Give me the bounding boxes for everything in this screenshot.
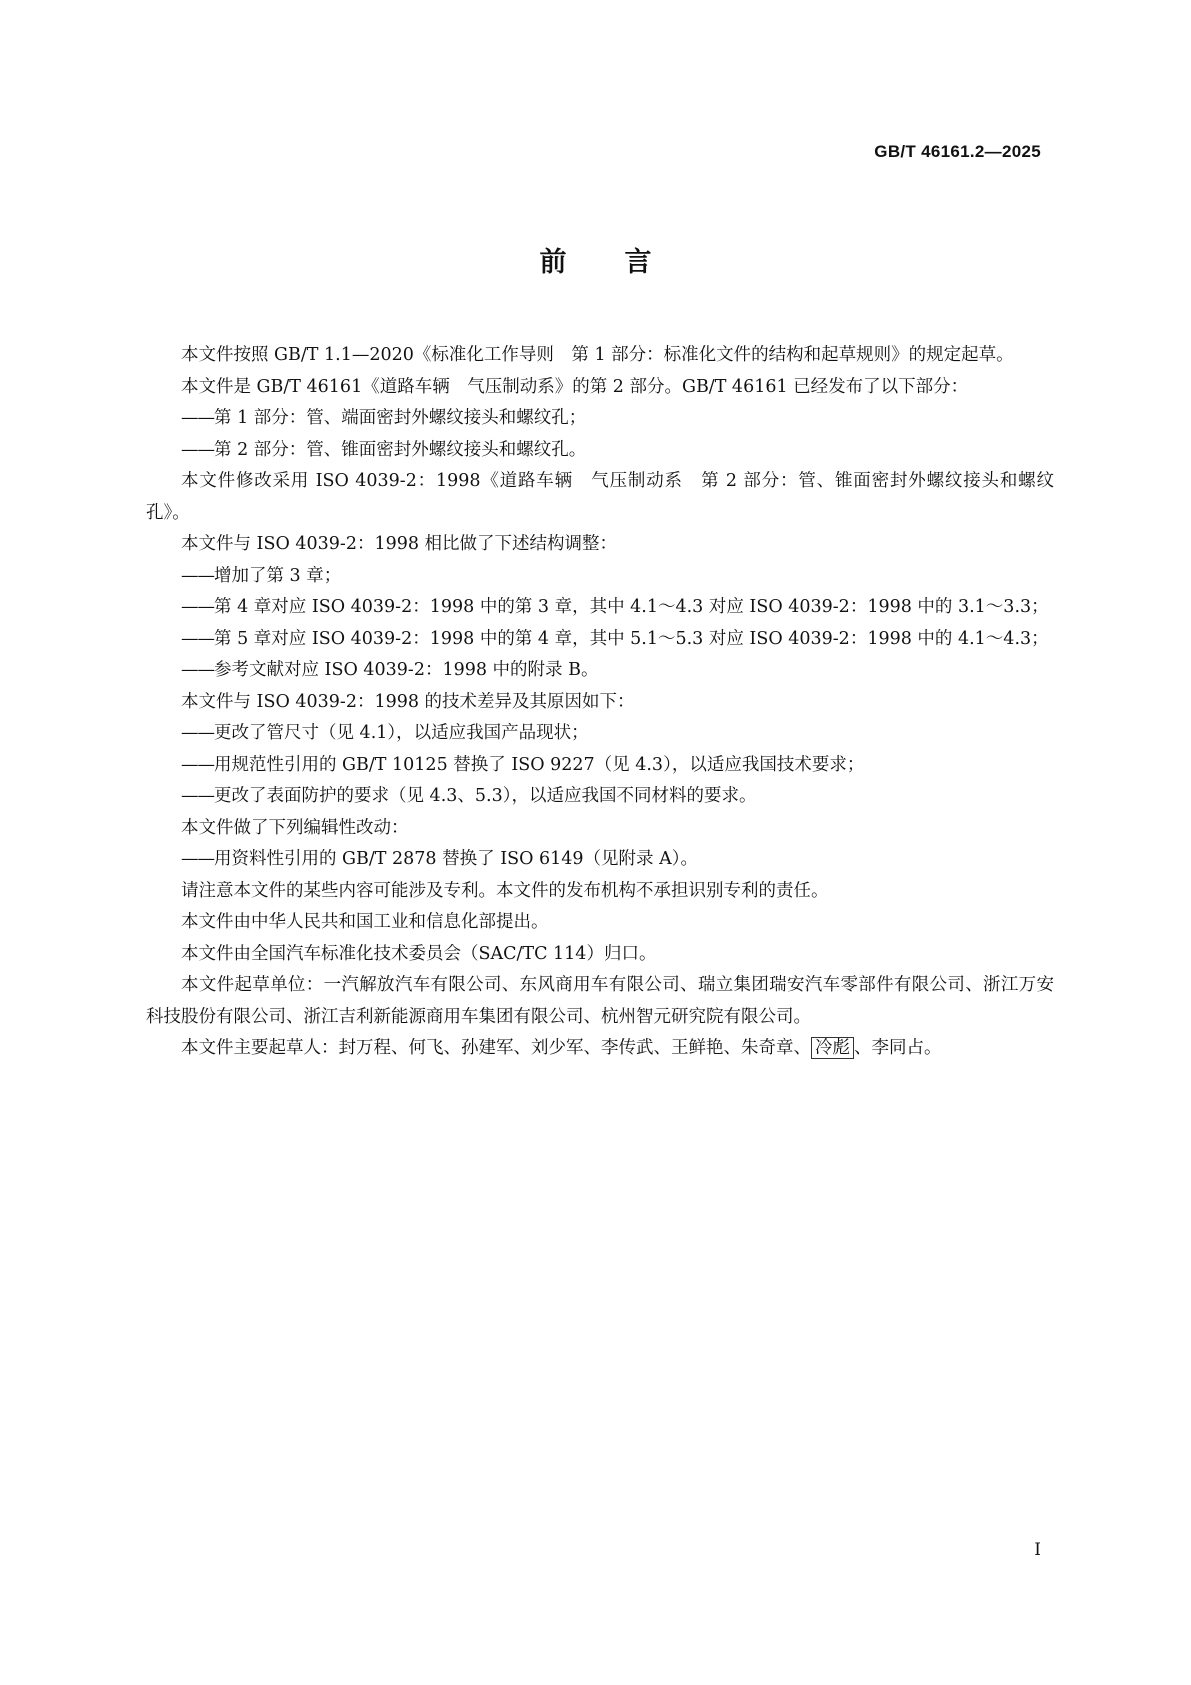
list-item-text: 参考文献对应 ISO 4039-2：1998 中的附录 B。 [214,660,599,680]
list-item-text: 第 4 章对应 ISO 4039-2：1998 中的第 3 章，其中 4.1～4.3 对应 ISO 4039-2：1998 中的 3.1～3.3； [214,597,1049,617]
list-item-text: 第 1 部分：管、端面密封外螺纹接头和螺纹孔； [214,408,587,428]
standard-code: GB/T 46161.2—2025 [874,142,1041,161]
dash-marker: —— [181,565,214,586]
dash-marker: —— [181,754,214,775]
list-item [146,624,1054,656]
dash-marker: —— [181,597,214,617]
dash-marker: —— [181,849,214,869]
page-number: I [1034,1540,1041,1560]
list-item [146,750,1054,782]
list-item-text: 更改了表面防护的要求（见 4.3、5.3），以适应我国不同材料的要求。 [214,786,757,806]
paragraph: 本文件由全国汽车标准化技术委员会（SAC/TC 114）归口。 [181,943,657,964]
boxed-name: 冷彪 [811,1037,854,1059]
list-item [146,435,1054,467]
list-item [146,592,1054,624]
paragraph: 本文件起草单位：一汽解放汽车有限公司、东风商用车有限公司、瑞立集团瑞安汽车零部件有限公司、浙江万安科技股份有限公司、浙江吉利新能源商用车集团有限公司、杭州智元研究院有限公司。 [146,975,1054,1027]
paragraph: 本文件按照 GB/T 1.1—2020《标准化工作导则 第 1 部分：标准化文件的结构和起草规则》的规定起草。 [181,345,1014,365]
dash-marker: —— [181,408,214,428]
list-item [146,718,1054,750]
list-item-text: 第 5 章对应 ISO 4039-2：1998 中的第 4 章，其中 5.1～5.3 对应 ISO 4039-2：1998 中的 4.1～4.3； [214,628,1049,649]
paragraph: 本文件由中华人民共和国工业和信息化部提出。 [181,912,549,932]
list-item-text: 用规范性引用的 GB/T 10125 替换了 ISO 9227（见 4.3），以适应我国技术要求； [214,754,865,775]
paragraph: 本文件是 GB/T 46161《道路车辆 气压制动系》的第 2 部分。GB/T 46161 已经发布了以下部分： [181,376,969,397]
paragraph: 本文件做了下列编辑性改动： [181,817,409,838]
list-item [146,844,1054,876]
drafters-prefix: 本文件主要起草人：封万程、何飞、孙建军、刘少军、李传武、王鲜艳、朱奇章、 [181,1038,811,1058]
list-item-text: 第 2 部分：管、锥面密封外螺纹接头和螺纹孔。 [214,439,587,460]
paragraph: 本文件修改采用 ISO 4039-2：1998《道路车辆 气压制动系 第 2 部分：管、锥面密封外螺纹接头和螺纹孔》。 [146,471,1054,523]
dash-marker: —— [181,439,214,460]
dash-marker: —— [181,628,214,649]
dash-marker: —— [181,723,214,743]
page-title: 前言 [539,247,710,278]
list-item [146,781,1054,813]
list-item [146,655,1054,687]
dash-marker: —— [181,660,214,680]
paragraph: 本文件与 ISO 4039-2：1998 的技术差异及其原因如下： [181,691,635,712]
list-item [146,403,1054,435]
list-item-text: 更改了管尺寸（见 4.1），以适应我国产品现状； [214,723,589,743]
drafters-paragraph [146,1033,1054,1065]
drafters-suffix: 、李同占。 [854,1038,942,1058]
foreword-body [146,340,1054,1065]
list-item [146,561,1054,593]
list-item-text: 增加了第 3 章； [214,565,342,586]
list-item-text: 用资料性引用的 GB/T 2878 替换了 ISO 6149（见附录 A）。 [214,849,698,869]
paragraph: 本文件与 ISO 4039-2：1998 相比做了下述结构调整： [181,534,618,554]
dash-marker: —— [181,786,214,806]
paragraph: 请注意本文件的某些内容可能涉及专利。本文件的发布机构不承担识别专利的责任。 [181,880,829,901]
